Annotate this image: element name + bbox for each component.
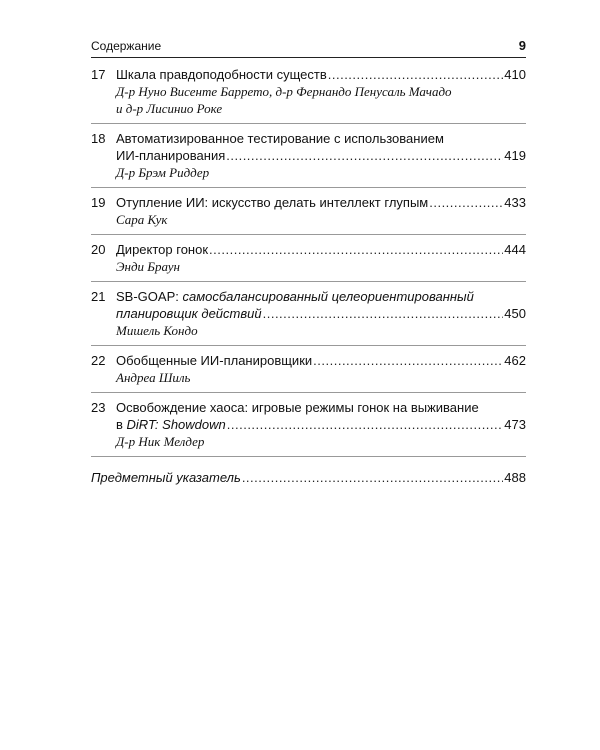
page-number: 9 <box>518 38 526 53</box>
entry-separator <box>91 123 526 124</box>
leader-dots <box>227 416 504 433</box>
toc-entry <box>91 399 526 450</box>
index-entry[interactable] <box>91 469 526 486</box>
chapter-author: Д-р Брэм Риддер <box>116 165 210 180</box>
chapter-author: Мишель Кондо <box>116 323 198 338</box>
chapter-page: 433 <box>504 195 526 210</box>
chapter-title-cont: планировщик действий <box>116 306 262 321</box>
chapter-author: Сара Кук <box>116 212 168 227</box>
leader-dots <box>429 194 503 211</box>
chapter-page: 410 <box>504 67 526 82</box>
chapter-title-prefix: SB-GOAP: <box>116 289 183 304</box>
chapter-title-line[interactable] <box>116 416 526 433</box>
chapter-title-line[interactable] <box>116 194 526 211</box>
chapter-page: 473 <box>504 417 526 432</box>
chapter-title: Директор гонок <box>116 242 209 257</box>
chapter-title-cont: ИИ-планирования <box>116 148 226 163</box>
entry-separator <box>91 187 526 188</box>
toc-entry <box>91 66 526 117</box>
chapter-author: и д-р Лисинио Роке <box>116 101 223 116</box>
chapter-title-cont: DiRT: Showdown <box>126 417 226 432</box>
entry-separator <box>91 234 526 235</box>
chapter-title: самосбалансированный целеориентированный <box>182 289 474 304</box>
leader-dots <box>313 352 503 369</box>
chapter-number: 23 <box>91 400 106 415</box>
leader-dots <box>263 305 504 322</box>
index-page: 488 <box>504 470 526 485</box>
chapter-number: 18 <box>91 131 106 146</box>
index-title: Предметный указатель <box>91 470 241 485</box>
chapter-author: Андреа Шиль <box>116 370 191 385</box>
chapter-title-prefix: в <box>116 417 127 432</box>
chapter-title-line[interactable] <box>116 147 526 164</box>
section-title: Содержание <box>91 39 162 53</box>
chapter-title: Автоматизированное тестирование с использованием <box>116 131 444 146</box>
toc-entry <box>91 130 526 181</box>
toc-entry <box>91 194 526 228</box>
chapter-number: 21 <box>91 289 106 304</box>
chapter-page: 444 <box>504 242 526 257</box>
chapter-title-line[interactable] <box>116 305 526 322</box>
entry-separator <box>91 281 526 282</box>
entry-separator <box>91 392 526 393</box>
chapter-title-first-line <box>116 288 526 305</box>
chapter-number: 19 <box>91 195 106 210</box>
chapter-title-line[interactable] <box>116 66 526 83</box>
leader-dots <box>242 469 503 486</box>
toc-entry <box>91 288 526 339</box>
header-rule <box>91 57 526 58</box>
leader-dots <box>226 147 503 164</box>
chapter-title-line[interactable] <box>116 352 526 369</box>
chapter-title: Освобождение хаоса: игровые режимы гонок на выживание <box>116 400 479 415</box>
chapter-page: 419 <box>504 148 526 163</box>
chapter-title-first-line <box>116 130 526 147</box>
leader-dots <box>209 241 503 258</box>
entry-separator <box>91 345 526 346</box>
toc-entry <box>91 352 526 386</box>
leader-dots <box>328 66 504 83</box>
chapter-page: 450 <box>504 306 526 321</box>
chapter-title: Отупление ИИ: искусство делать интеллект глупым <box>116 195 429 210</box>
chapter-author: Д-р Ник Мелдер <box>116 434 205 449</box>
table-of-contents <box>91 66 526 486</box>
chapter-page: 462 <box>504 353 526 368</box>
toc-entry <box>91 241 526 275</box>
chapter-number: 20 <box>91 242 106 257</box>
chapter-number: 22 <box>91 353 106 368</box>
chapter-title-line[interactable] <box>116 241 526 258</box>
chapter-number: 17 <box>91 67 106 82</box>
entry-separator <box>91 456 526 457</box>
chapter-author: Энди Браун <box>116 259 181 274</box>
chapter-title: Обобщенные ИИ-планировщики <box>116 353 313 368</box>
chapter-title-first-line <box>116 399 526 416</box>
chapter-title: Шкала правдоподобности существ <box>116 67 327 82</box>
chapter-author: Д-р Нуно Висенте Баррето, д-р Фернандо Пенусаль Мачадо <box>116 84 452 99</box>
running-header <box>91 38 526 53</box>
